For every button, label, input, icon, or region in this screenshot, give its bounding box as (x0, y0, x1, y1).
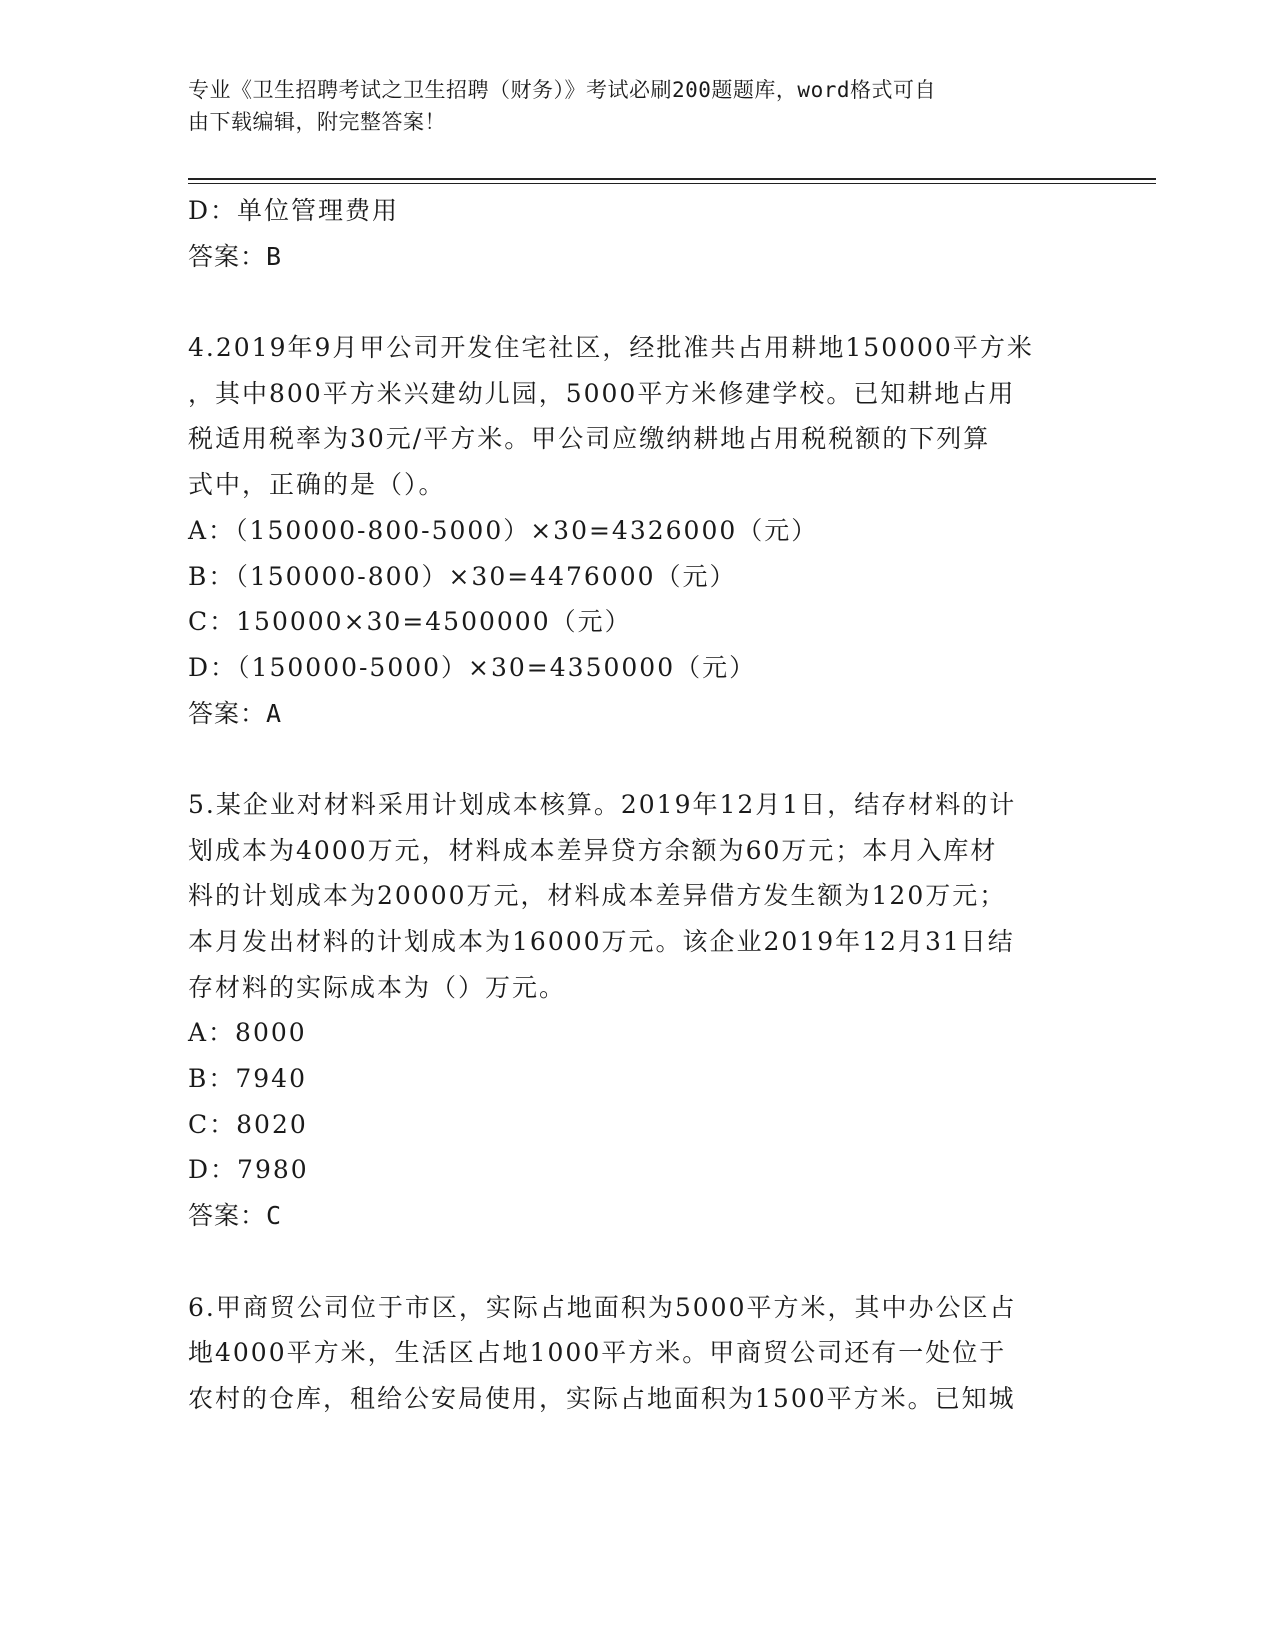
question-4-options (188, 508, 1088, 691)
question-6-line: 6.甲商贸公司位于市区，实际占地面积为5000平方米，其中办公区占 (188, 1292, 1017, 1322)
question-4-option-c: C：150000×30=4500000（元） (188, 607, 632, 637)
spacer (188, 736, 1088, 782)
question-6-line: 地4000平方米，生活区占地1000平方米。甲商贸公司还有一处位于 (188, 1338, 1007, 1368)
question-5-option-d: D：7980 (188, 1155, 309, 1185)
question-4 (188, 325, 1088, 508)
question-4-line: 税适用税率为30元/平方米。甲公司应缴纳耕地占用税税额的下列算 (188, 424, 991, 454)
question-5-line: 料的计划成本为20000万元，材料成本差异借方发生额为120万元； (188, 881, 1007, 911)
spacer (188, 279, 1088, 325)
prev-option-d: D：单位管理费用 (188, 196, 400, 225)
header-line-1: 专业《卫生招聘考试之卫生招聘（财务）》考试必刷200题题库，word格式可自 (188, 78, 936, 102)
question-6 (188, 1285, 1088, 1422)
document-body (188, 188, 1088, 1422)
header-divider-thin (188, 183, 1156, 184)
header-line-2: 由下载编辑，附完整答案！ (188, 110, 446, 134)
question-4-line: 式中，正确的是（）。 (188, 470, 446, 500)
question-4-answer: 答案：A (188, 698, 283, 728)
header-divider-thick (188, 178, 1156, 180)
document-header (188, 74, 1068, 138)
question-4-option-d: D：（150000-5000）×30=4350000（元） (188, 652, 757, 682)
question-5-option-b: B：7940 (188, 1064, 307, 1094)
question-4-option-a: A：（150000-800-5000）×30=4326000（元） (188, 515, 819, 545)
question-5-line: 5.某企业对材料采用计划成本核算。2019年12月1日，结存材料的计 (188, 789, 1017, 819)
question-5-line: 存材料的实际成本为（）万元。 (188, 972, 567, 1002)
question-5-option-c: C：8020 (188, 1109, 308, 1139)
prev-answer: 答案：B (188, 241, 283, 271)
question-5-line: 划成本为4000万元，材料成本差异贷方余额为60万元；本月入库材 (188, 835, 998, 865)
question-5 (188, 782, 1088, 1010)
question-5-line: 本月发出材料的计划成本为16000万元。该企业2019年12月31日结 (188, 927, 1015, 956)
question-4-line: ，其中800平方米兴建幼儿园，5000平方米修建学校。已知耕地占用 (188, 378, 1016, 408)
question-5-option-a: A：8000 (188, 1018, 307, 1048)
question-6-line: 农村的仓库，租给公安局使用，实际占地面积为1500平方米。已知城 (188, 1383, 1016, 1413)
question-5-answer: 答案：C (188, 1201, 283, 1231)
question-4-line: 4.2019年9月甲公司开发住宅社区，经批准共占用耕地150000平方米 (188, 333, 1034, 363)
question-5-options (188, 1010, 1088, 1193)
question-4-option-b: B：（150000-800）×30=4476000（元） (188, 561, 737, 591)
spacer (188, 1239, 1088, 1285)
